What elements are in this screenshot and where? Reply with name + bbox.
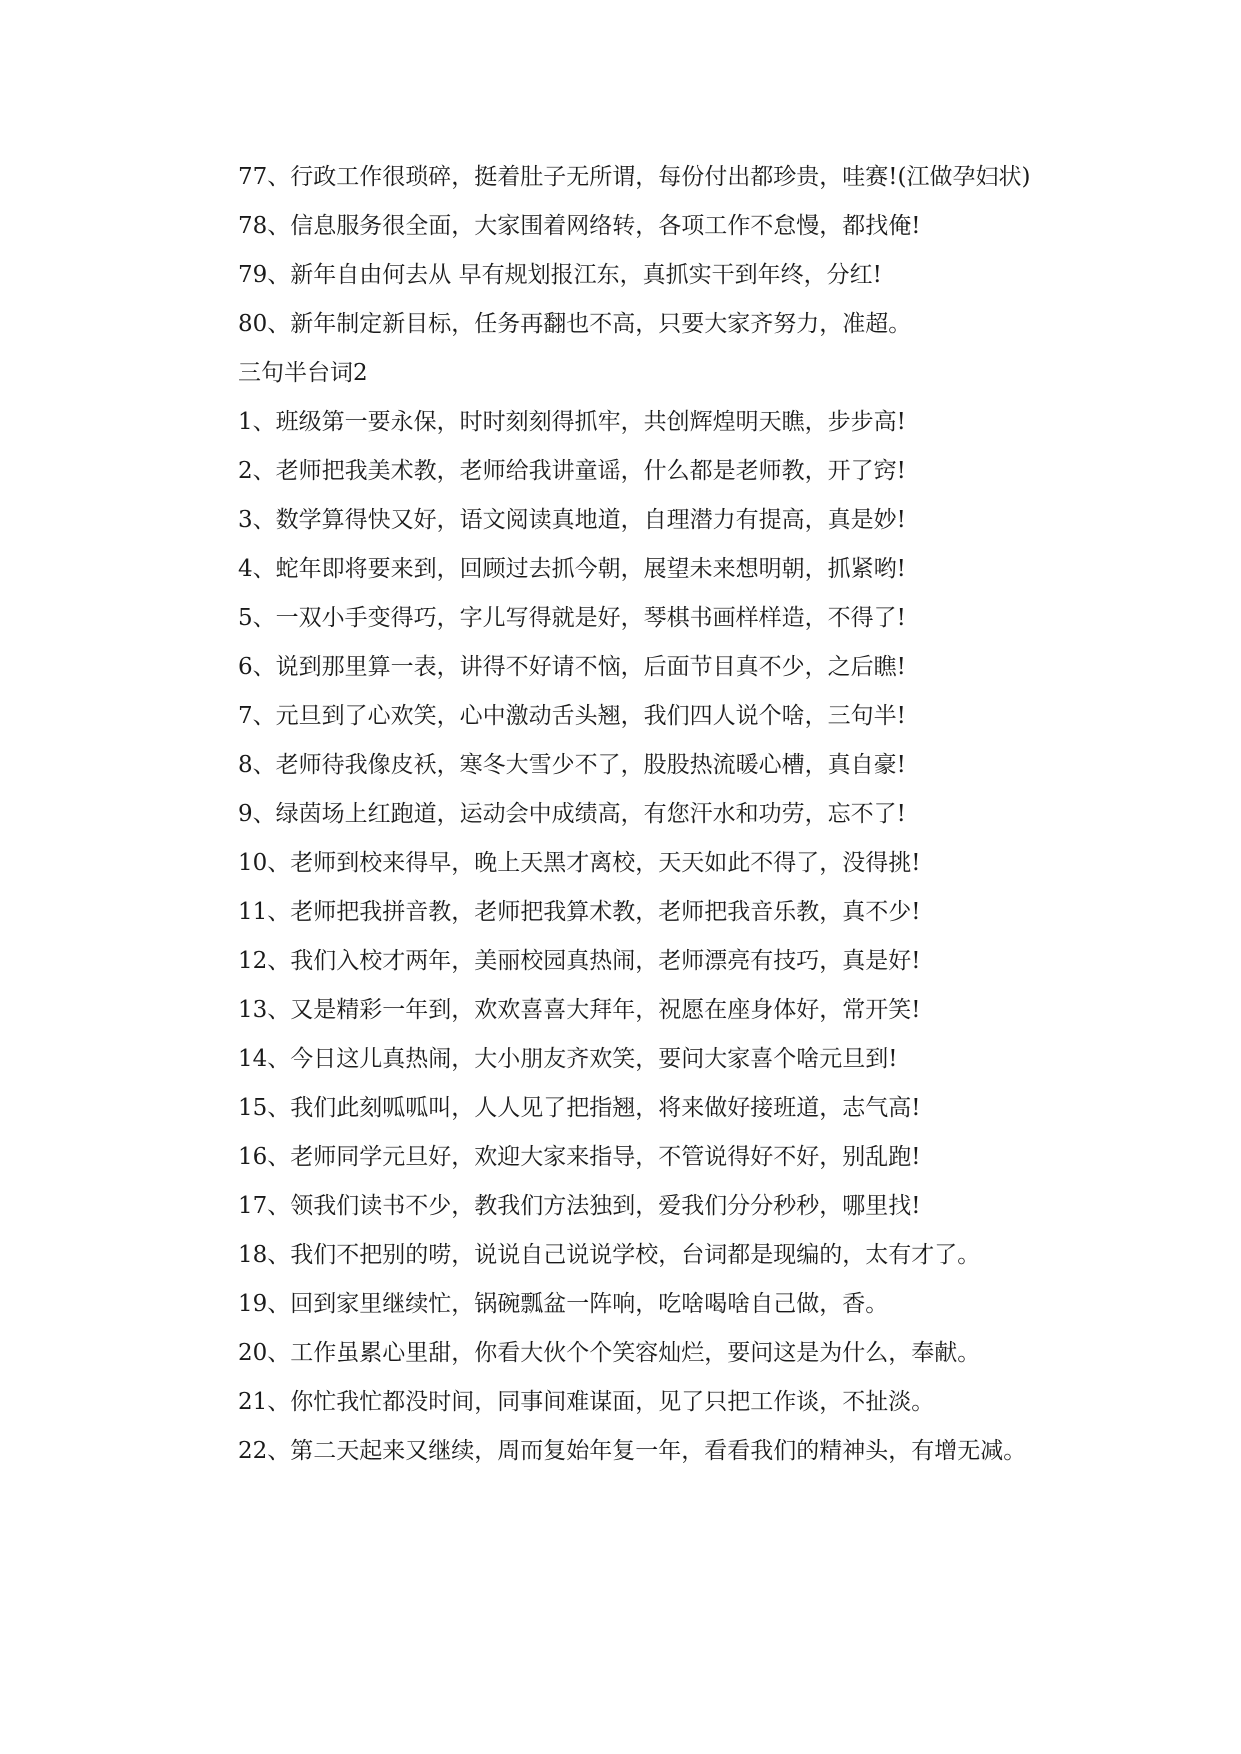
- paragraph-77: 77、行政工作很琐碎，挺着肚子无所谓，每份付出都珍贵，哇赛!(江做孕妇状): [238, 164, 1031, 190]
- paragraph-4: 4、蛇年即将要来到，回顾过去抓今朝，展望未来想明朝，抓紧哟!: [238, 556, 906, 582]
- paragraph-13: 13、又是精彩一年到，欢欢喜喜大拜年，祝愿在座身体好，常开笑!: [238, 997, 921, 1023]
- paragraph-10: 10、老师到校来得早，晚上天黑才离校，天天如此不得了，没得挑!: [238, 850, 921, 876]
- paragraph-5: 5、一双小手变得巧，字儿写得就是好，琴棋书画样样造，不得了!: [238, 605, 906, 631]
- paragraph-12: 12、我们入校才两年，美丽校园真热闹，老师漂亮有技巧，真是好!: [238, 948, 921, 974]
- paragraph-79: 79、新年自由何去从 早有规划报江东，真抓实干到年终，分红!: [238, 262, 882, 288]
- paragraph-22: 22、第二天起来又继续，周而复始年复一年，看看我们的精神头，有增无减。: [238, 1438, 1027, 1464]
- paragraph-1: 1、班级第一要永保，时时刻刻得抓牢，共创辉煌明天瞧，步步高!: [238, 409, 906, 435]
- paragraph-11: 11、老师把我拼音教，老师把我算术教，老师把我音乐教，真不少!: [238, 899, 921, 925]
- paragraph-14: 14、今日这儿真热闹，大小朋友齐欢笑，要问大家喜个啥元旦到!: [238, 1046, 898, 1072]
- paragraph-80: 80、新年制定新目标，任务再翻也不高，只要大家齐努力，准超。: [238, 311, 912, 337]
- document-body: [190, 153, 1045, 1476]
- section-heading: 三句半台词2: [238, 360, 368, 386]
- paragraph-3: 3、数学算得快又好，语文阅读真地道，自理潜力有提高，真是妙!: [238, 507, 906, 533]
- paragraph-21: 21、你忙我忙都没时间，同事间难谋面，见了只把工作谈，不扯淡。: [238, 1389, 935, 1415]
- paragraph-7: 7、元旦到了心欢笑，心中激动舌头翘，我们四人说个啥，三句半!: [238, 703, 906, 729]
- paragraph-16: 16、老师同学元旦好，欢迎大家来指导，不管说得好不好，别乱跑!: [238, 1144, 921, 1170]
- paragraph-15: 15、我们此刻呱呱叫，人人见了把指翘，将来做好接班道，志气高!: [238, 1095, 921, 1121]
- paragraph-18: 18、我们不把别的唠，说说自己说说学校，台词都是现编的，太有才了。: [238, 1242, 981, 1268]
- paragraph-2: 2、老师把我美术教，老师给我讲童谣，什么都是老师教，开了窍!: [238, 458, 906, 484]
- paragraph-17: 17、领我们读书不少，教我们方法独到，爱我们分分秒秒，哪里找!: [238, 1193, 921, 1219]
- paragraph-9: 9、绿茵场上红跑道，运动会中成绩高，有您汗水和功劳，忘不了!: [238, 801, 906, 827]
- paragraph-8: 8、老师待我像皮袄，寒冬大雪少不了，股股热流暖心槽，真自豪!: [238, 752, 906, 778]
- paragraph-20: 20、工作虽累心里甜，你看大伙个个笑容灿烂，要问这是为什么，奉献。: [238, 1340, 981, 1366]
- paragraph-78: 78、信息服务很全面，大家围着网络转，各项工作不怠慢，都找俺!: [238, 213, 921, 239]
- paragraph-6: 6、说到那里算一表，讲得不好请不恼，后面节目真不少，之后瞧!: [238, 654, 906, 680]
- paragraph-19: 19、回到家里继续忙，锅碗瓢盆一阵响，吃啥喝啥自己做，香。: [238, 1291, 889, 1317]
